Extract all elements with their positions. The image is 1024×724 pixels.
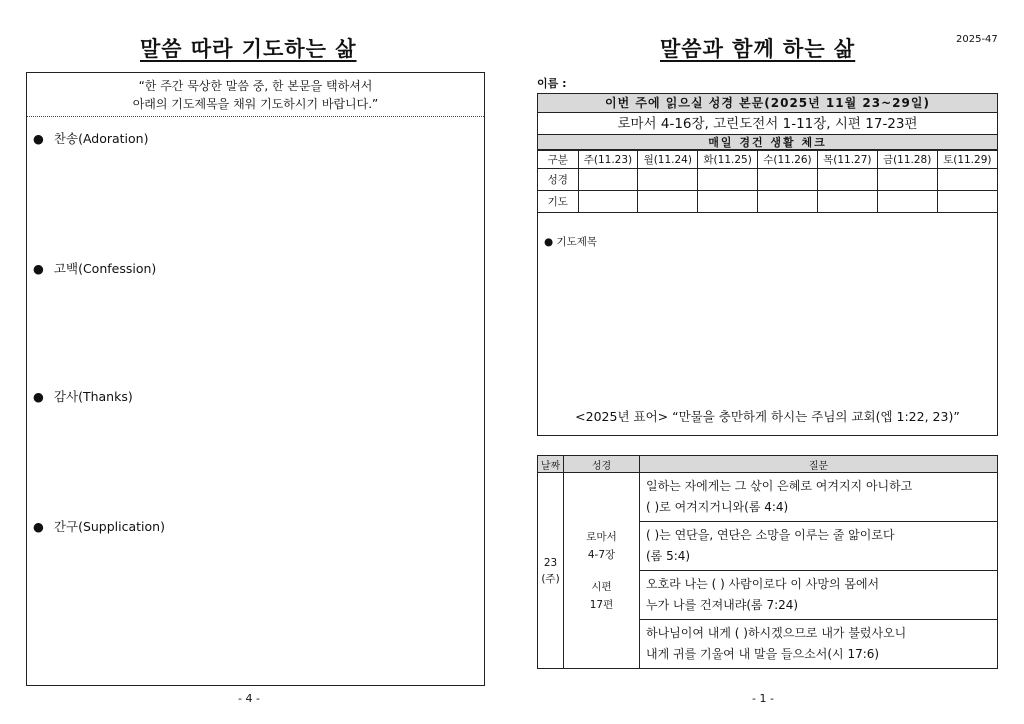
question-table (537, 455, 998, 669)
date-cell (538, 473, 564, 669)
check-row-bible (538, 169, 997, 191)
bullet-icon: ● (33, 519, 44, 534)
prayer-item-label: 찬송(Adoration) (53, 131, 149, 146)
left-page-title: 말씀 따라 기도하는 삶 (140, 37, 357, 61)
question-line: 누가 나를 건져내랴(롬 7:24) (646, 598, 799, 612)
check-header-row (538, 151, 997, 169)
bullet-icon: ● (33, 131, 44, 146)
bullet-icon: ● (33, 261, 44, 276)
check-cell[interactable] (698, 169, 758, 191)
instruction-line-2: 아래의 기도제목을 채워 기도하시기 바랍니다.” (132, 97, 379, 111)
bible-book-1: 로마서 (586, 530, 617, 543)
date-day: 23 (543, 556, 558, 569)
check-col-header: 주(11.23) (578, 151, 638, 169)
check-cell[interactable] (578, 191, 638, 213)
question-line: ( )는 연단을, 연단은 소망을 이루는 줄 앎이로다 (646, 528, 895, 542)
check-col-header: 수(11.26) (758, 151, 818, 169)
check-row-label: 기도 (538, 191, 578, 213)
bible-header: 성경 (564, 456, 640, 473)
check-cell[interactable] (578, 169, 638, 191)
prayer-item-label: 고백(Confession) (53, 261, 157, 276)
check-col-header: 월(11.24) (638, 151, 698, 169)
prayer-item-thanks[interactable] (33, 387, 133, 405)
question-header-row (538, 456, 998, 473)
question-line: 내게 귀를 기울여 내 말을 들으소서(시 17:6) (646, 647, 880, 661)
question-line: (롬 5:4) (646, 549, 691, 563)
check-cell[interactable] (758, 169, 818, 191)
bullet-icon: ● (33, 389, 44, 404)
prayer-sheet-box (26, 72, 485, 686)
prayer-item-supplication[interactable] (33, 517, 165, 535)
reading-passages: 로마서 4-16장, 고린도전서 1-11장, 시편 17-23편 (538, 113, 997, 135)
check-col-header: 구분 (538, 151, 578, 169)
check-cell[interactable] (937, 191, 997, 213)
check-cell[interactable] (877, 169, 937, 191)
issue-number: 2025-47 (956, 34, 998, 45)
daily-check-table (538, 150, 997, 213)
question-cell[interactable] (640, 522, 998, 571)
check-cell[interactable] (817, 191, 877, 213)
question-line: 오호라 나는 ( ) 사람이로다 이 사망의 몸에서 (646, 577, 880, 591)
question-cell[interactable] (640, 473, 998, 522)
name-field-label: 이름 : (537, 77, 567, 90)
instruction-note (27, 73, 484, 117)
bible-chapters-2: 17편 (589, 598, 614, 611)
bible-chapters-1: 4-7장 (587, 548, 616, 561)
question-line: 하나님이여 내게 ( )하시겠으므로 내가 불렀사오니 (646, 626, 907, 640)
prayer-item-label: 간구(Supplication) (53, 519, 165, 534)
instruction-line-1: “한 주간 묵상한 말씀 중, 한 본문을 택하셔서 (138, 79, 373, 93)
prayer-item-adoration[interactable] (33, 129, 148, 147)
daily-check-header: 매일 경건 생활 체크 (538, 135, 997, 150)
check-cell[interactable] (758, 191, 818, 213)
question-line: 일하는 자에게는 그 삯이 은혜로 여겨지지 아니하고 (646, 479, 913, 493)
reading-header: 이번 주에 읽으실 성경 본문(2025년 11월 23~29일) (538, 94, 997, 113)
bible-book-2: 시편 (591, 580, 612, 593)
date-weekday: (주) (541, 572, 560, 585)
year-motto: <2025년 표어> “만물을 충만하게 하시는 주님의 교회(엡 1:22, 23)” (575, 409, 960, 424)
check-cell[interactable] (638, 191, 698, 213)
check-col-header: 목(11.27) (817, 151, 877, 169)
prayer-item-label: 감사(Thanks) (53, 389, 133, 404)
check-col-header: 화(11.25) (698, 151, 758, 169)
prayer-item-confession[interactable] (33, 259, 156, 277)
question-line: ( )로 여겨지거니와(롬 4:4) (646, 500, 789, 514)
question-cell[interactable] (640, 571, 998, 620)
date-header: 날짜 (538, 456, 564, 473)
check-cell[interactable] (698, 191, 758, 213)
bible-cell (564, 473, 640, 669)
right-page-number: - 1 - (752, 692, 774, 705)
question-header: 질문 (640, 456, 998, 473)
question-cell[interactable] (640, 620, 998, 669)
prayer-topics-label: ● 기도제목 (544, 236, 598, 248)
check-cell[interactable] (877, 191, 937, 213)
check-col-header: 금(11.28) (877, 151, 937, 169)
check-row-prayer (538, 191, 997, 213)
check-cell[interactable] (638, 169, 698, 191)
question-row (538, 473, 998, 522)
check-cell[interactable] (817, 169, 877, 191)
left-page-number: - 4 - (238, 692, 260, 705)
right-page-title: 말씀과 함께 하는 삶 (660, 37, 856, 61)
check-cell[interactable] (937, 169, 997, 191)
weekly-reading-box (537, 93, 998, 436)
check-row-label: 성경 (538, 169, 578, 191)
check-col-header: 토(11.29) (937, 151, 997, 169)
